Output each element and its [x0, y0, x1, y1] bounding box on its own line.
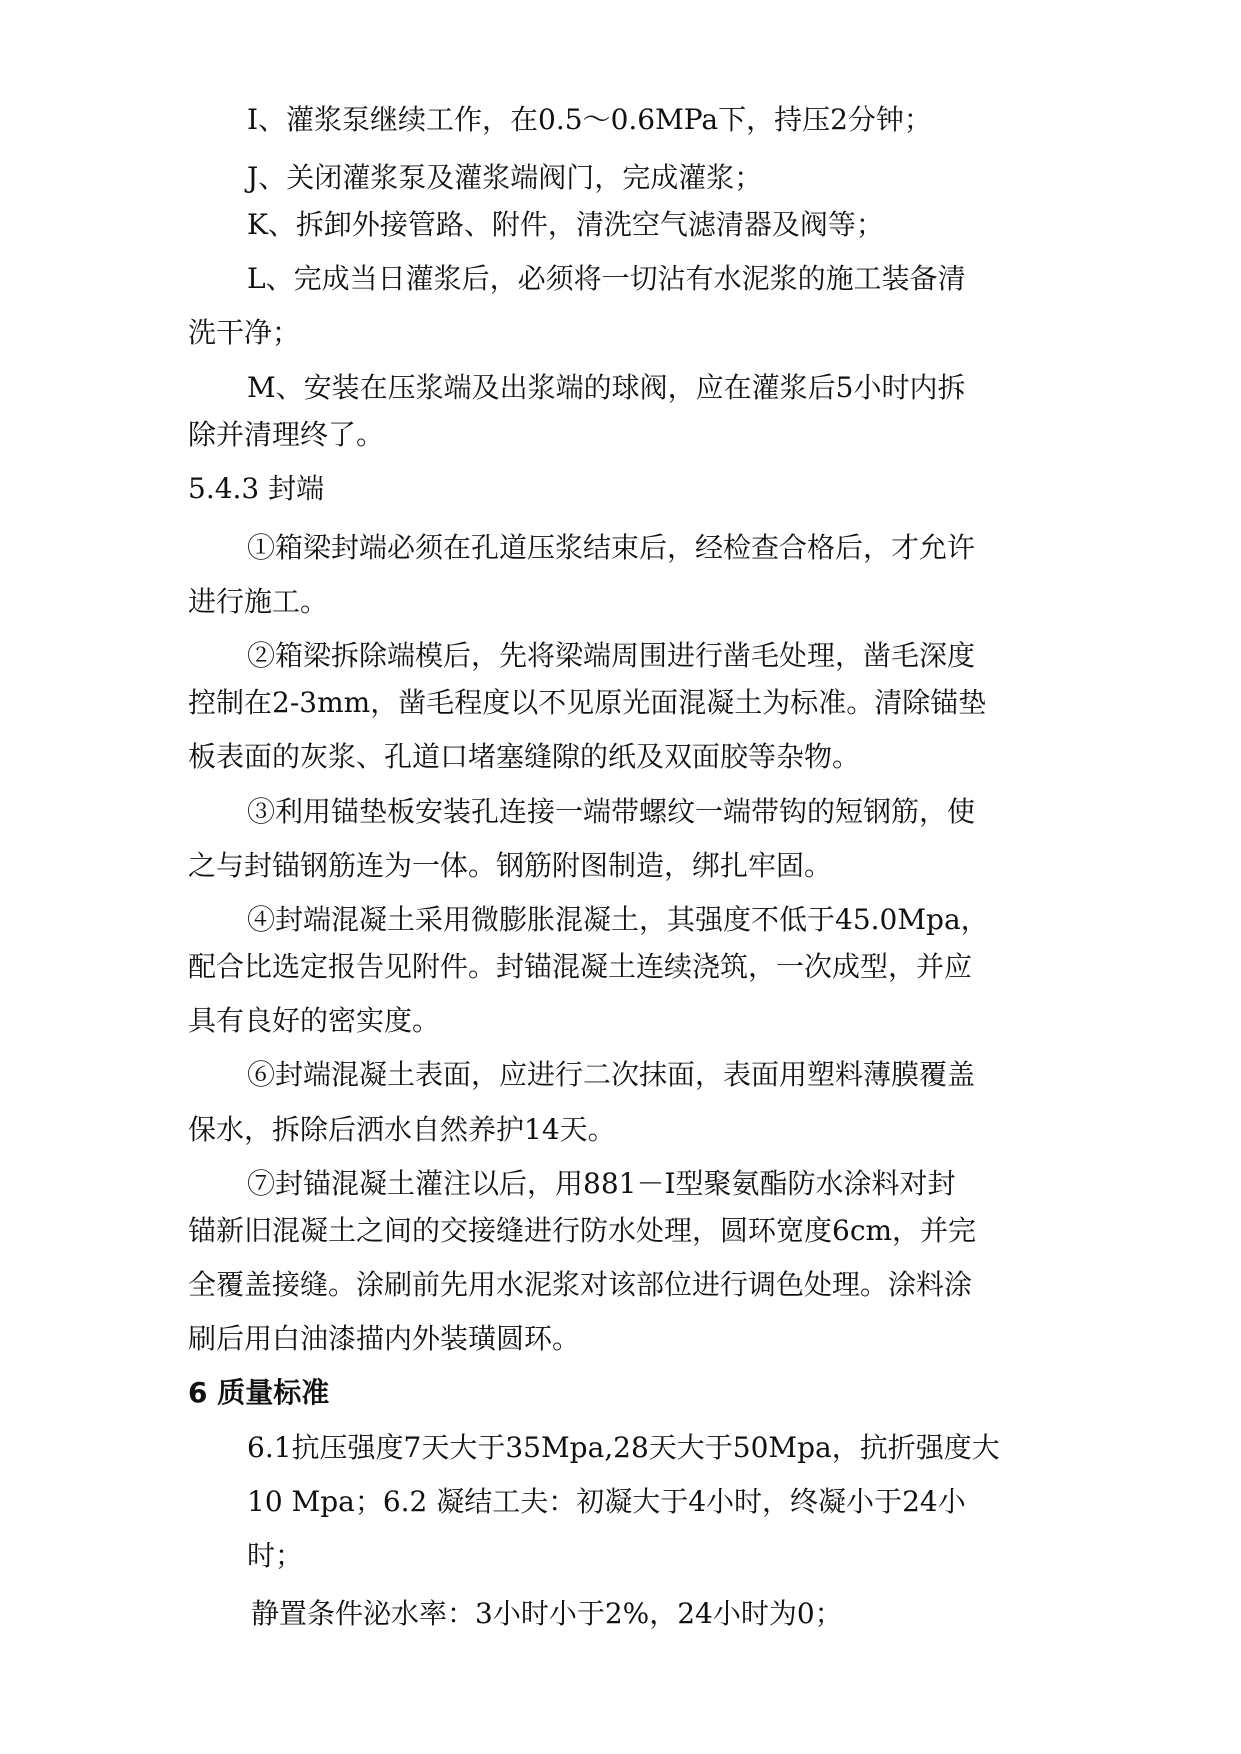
text-line: 之与封锚钢筋连为一体。钢筋附图制造，绑扎牢固。	[188, 849, 833, 882]
text-line: K、拆卸外接管路、附件，清洗空气滤清器及阀等；	[247, 208, 884, 241]
text-line: 刷后用白油漆描内外装璜圆环。	[188, 1322, 581, 1355]
text-line: ⑦封锚混凝土灌注以后，用881－Ⅰ型聚氨酯防水涂料对封	[247, 1167, 956, 1200]
text-line: 全覆盖接缝。涂刷前先用水泥浆对该部位进行调色处理。涂料涂	[188, 1268, 973, 1301]
text-line: 具有良好的密实度。	[188, 1004, 441, 1037]
text-line: ①箱梁封端必须在孔道压浆结束后，经检查合格后，才允许	[247, 531, 976, 564]
text-line: 10 Mpa；6.2 凝结工夫：初凝大于4小时，终凝小于24小	[247, 1485, 966, 1518]
text-line: ②箱梁拆除端模后，先将梁端周围进行凿毛处理，凿毛深度	[247, 639, 976, 672]
text-line: 静置条件泌水率：3小时小于2%，24小时为0；	[251, 1597, 843, 1630]
text-line: 时；	[247, 1539, 304, 1572]
section-heading: 5.4.3 封端	[188, 472, 325, 505]
text-line: ⑥封端混凝土表面，应进行二次抹面，表面用塑料薄膜覆盖	[247, 1058, 976, 1091]
text-line: ③利用锚垫板安装孔连接一端带螺纹一端带钩的短钢筋，使	[247, 795, 976, 828]
text-line: 进行施工。	[188, 585, 329, 618]
text-line: 配合比选定报告见附件。封锚混凝土连续浇筑，一次成型，并应	[188, 950, 973, 983]
chapter-heading: 6 质量标准	[188, 1376, 330, 1409]
text-line: 6.1抗压强度7天大于35Mpa,28天大于50Mpa，抗折强度大	[247, 1431, 1000, 1464]
text-line: 锚新旧混凝土之间的交接缝进行防水处理，圆环宽度6cm，并完	[188, 1214, 977, 1247]
text-line: 控制在2-3mm，凿毛程度以不见原光面混凝土为标准。清除锚垫	[188, 686, 987, 719]
text-line: L、完成当日灌浆后，必须将一切沾有水泥浆的施工装备清	[247, 262, 966, 295]
text-line: J、关闭灌浆泵及灌浆端阀门，完成灌浆；	[247, 161, 763, 194]
text-line: ④封端混凝土采用微膨胀混凝土，其强度不低于45.0Mpa，	[247, 903, 989, 936]
text-line: M、安装在压浆端及出浆端的球阀，应在灌浆后5小时内拆	[247, 371, 966, 404]
text-line: 板表面的灰浆、孔道口堵塞缝隙的纸及双面胶等杂物。	[188, 740, 861, 773]
text-line: 保水，拆除后洒水自然养护14天。	[188, 1113, 616, 1146]
text-line: 洗干净；	[188, 316, 301, 349]
text-line: 除并清理终了。	[188, 418, 385, 451]
text-line: I、灌浆泵继续工作，在0.5～0.6MPa下，持压2分钟；	[247, 103, 932, 136]
